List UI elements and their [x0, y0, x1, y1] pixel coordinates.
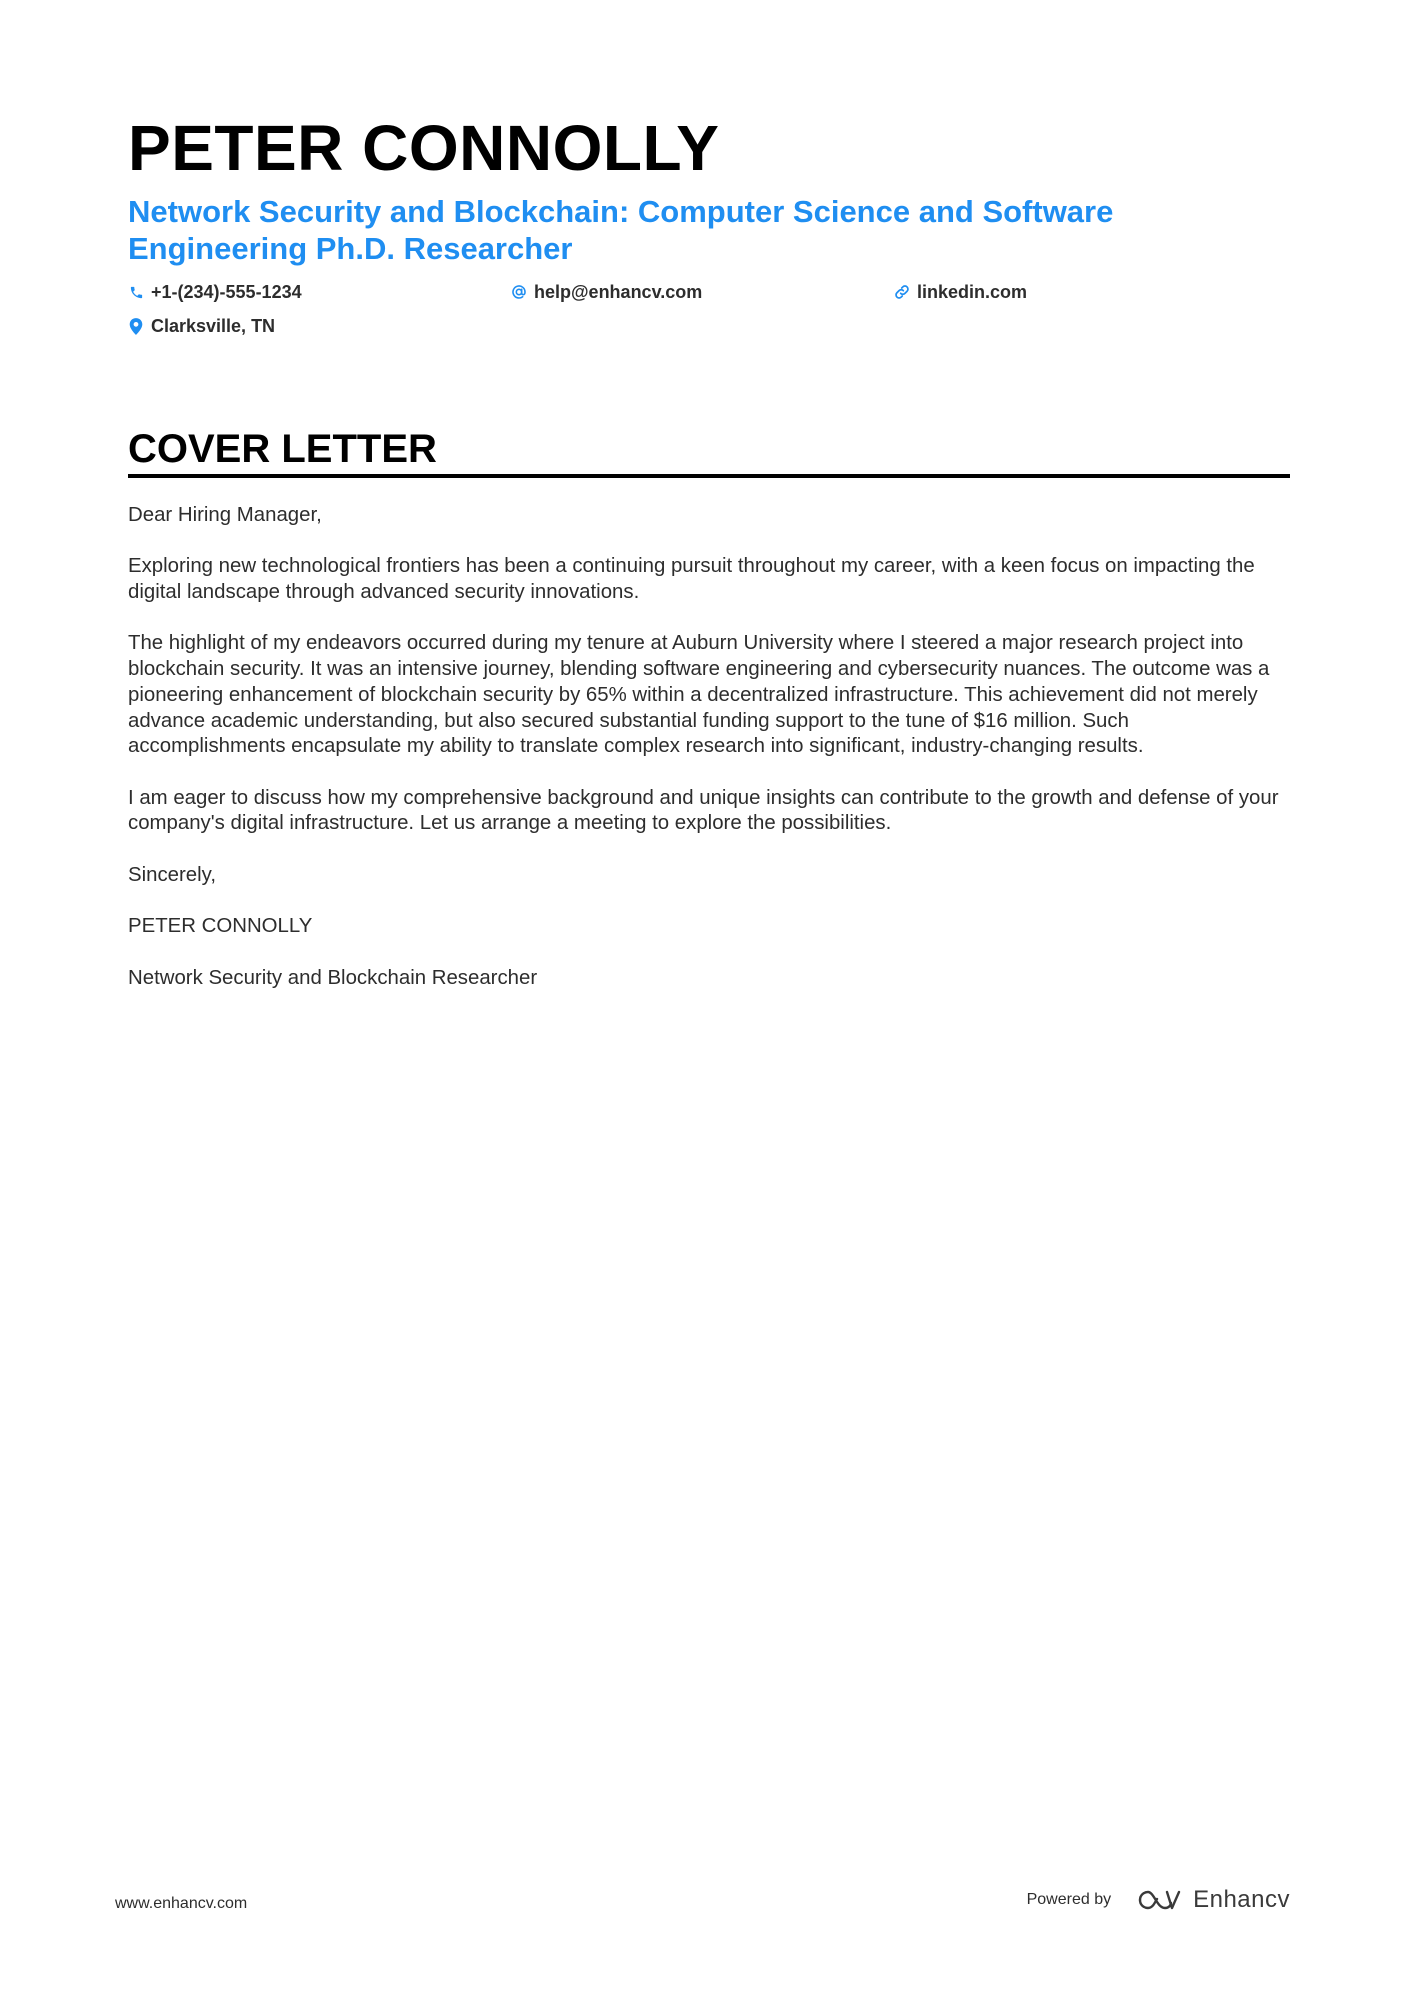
letter-paragraph: I am eager to discuss how my comprehensive background and unique insights can contribute to the growth and defense of your company's digital infrastructure. Let us arrange a meeting to explore the possibilities.: [128, 786, 1279, 835]
enhancv-logo-icon: [1137, 1888, 1181, 1912]
contact-info: [128, 280, 1290, 350]
link-icon: [894, 283, 910, 301]
signature-title: Network Security and Blockchain Researcher: [128, 966, 538, 989]
location-text: Clarksville, TN: [151, 316, 276, 336]
footer-website[interactable]: www.enhancv.com: [115, 1895, 248, 1912]
letter-paragraph: Exploring new technological frontiers has been a continuing pursuit throughout my career, with a keen focus on impacting the digital landscape through advanced security innovations.: [128, 555, 1255, 604]
phone-icon: [128, 283, 144, 301]
signature-name: PETER CONNOLLY: [128, 915, 313, 938]
at-icon: [511, 283, 527, 301]
letter-body: [128, 503, 1290, 1017]
contact-location: [128, 314, 275, 338]
candidate-headline: Network Security and Blockchain: Computer Science and Software Engineering Ph.D. Researcher: [128, 194, 1114, 266]
contact-linkedin: [894, 280, 1027, 304]
location-pin-icon: [128, 317, 144, 335]
email-text[interactable]: help@enhancv.com: [534, 282, 703, 302]
powered-by-text: Powered by: [1026, 1891, 1112, 1908]
contact-phone: [128, 280, 302, 304]
letter-paragraph: The highlight of my endeavors occurred during my tenure at Auburn University where I steered a major research project into blockchain security. It was an intensive journey, blending software engineering and cybersecurity nuances. The outcome was a pioneering enhancement of blockchain security by 65% within a decentralized infrastructure. This achievement did not merely advance academic understanding, but also secured substantial funding support to the tune of $16 million. Such accomplishments encapsulate my ability to translate complex research into significant, industry-changing results.: [128, 632, 1270, 758]
candidate-name: PETER CONNOLLY: [128, 112, 720, 184]
linkedin-text[interactable]: linkedin.com: [917, 282, 1028, 302]
letter-closing: Sincerely,: [128, 863, 217, 886]
section-divider: [128, 474, 1290, 478]
contact-email: [511, 280, 702, 304]
enhancv-logo[interactable]: [1137, 1886, 1290, 1914]
letter-greeting: Dear Hiring Manager,: [128, 504, 322, 526]
footer-branding[interactable]: [1027, 1880, 1290, 1920]
brand-name: Enhancv: [1193, 1886, 1290, 1913]
section-title: COVER LETTER: [128, 427, 437, 471]
phone-text[interactable]: +1-(234)-555-1234: [151, 282, 302, 302]
